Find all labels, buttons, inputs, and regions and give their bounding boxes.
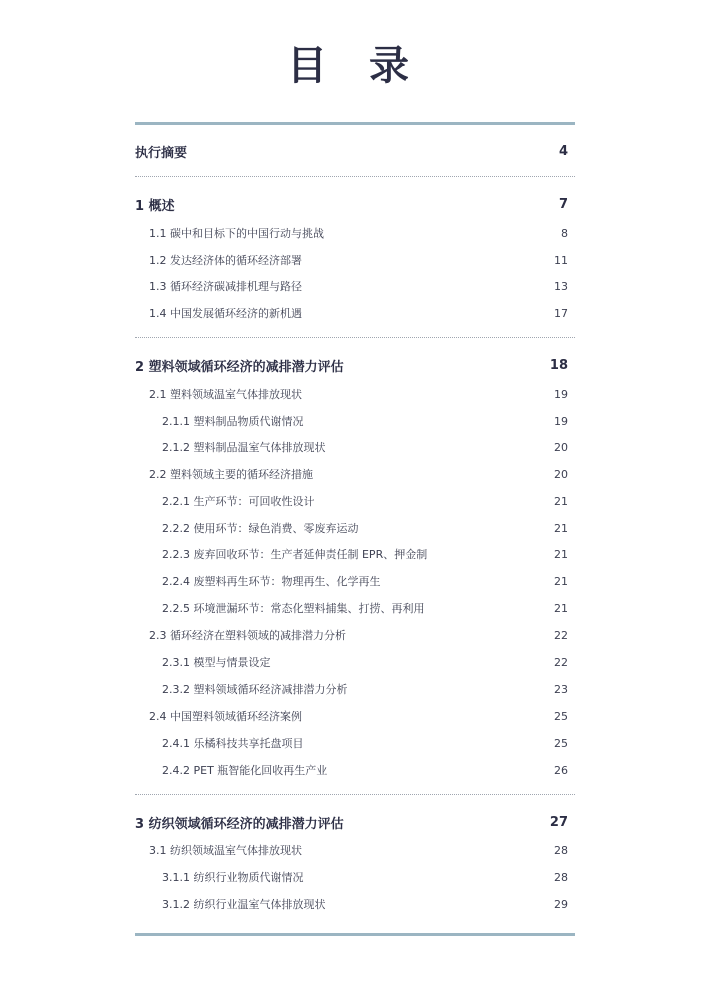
toc-entry[interactable] <box>135 706 575 726</box>
toc-entry-title: 2.3 循环经济在塑料领域的减排潜力分析 <box>149 629 346 642</box>
toc-entry-page: 26 <box>554 763 568 777</box>
toc-entry-title: 2.4.2 PET 瓶智能化回收再生产业 <box>162 764 328 777</box>
toc-entry-title: 1.3 循环经济碳减排机理与路径 <box>149 280 302 293</box>
toc-entry-title: 2.2.5 环境泄漏环节：常态化塑料捕集、打捞、再利用 <box>162 602 425 615</box>
toc-entry-page: 21 <box>554 601 568 615</box>
toc-entry-page: 20 <box>554 440 568 454</box>
toc-entry-title: 1.1 碳中和目标下的中国行动与挑战 <box>149 227 324 240</box>
section-divider <box>135 176 575 177</box>
toc-entry[interactable] <box>135 464 575 484</box>
toc-entry-page: 22 <box>554 655 568 669</box>
toc-entry[interactable] <box>135 491 575 511</box>
toc-entry-page: 7 <box>558 196 568 212</box>
toc-entry-title: 3 纺织领域循环经济的减排潜力评估 <box>135 816 344 832</box>
toc-entry[interactable] <box>135 194 575 214</box>
toc-entry-title: 2.2 塑料领域主要的循环经济措施 <box>149 468 313 481</box>
top-rule <box>135 122 575 125</box>
toc-entry-page: 27 <box>549 814 568 830</box>
toc-entry[interactable] <box>135 250 575 270</box>
toc-entry-page: 21 <box>554 547 568 561</box>
toc-entry-page: 25 <box>554 709 568 723</box>
section-divider <box>135 794 575 795</box>
toc-entry-page: 29 <box>554 897 568 911</box>
toc-entry-page: 18 <box>549 357 568 373</box>
toc-entry-title: 执行摘要 <box>135 145 188 161</box>
toc-entry[interactable] <box>135 840 575 860</box>
toc-entry-title: 2.1 塑料领域温室气体排放现状 <box>149 388 302 401</box>
toc-entry-page: 4 <box>558 143 568 159</box>
toc-entry[interactable] <box>135 679 575 699</box>
toc-entry[interactable] <box>135 223 575 243</box>
toc-entry[interactable] <box>135 812 575 832</box>
toc-entry[interactable] <box>135 518 575 538</box>
toc-entry-title: 3.1.1 纺织行业物质代谢情况 <box>162 871 304 884</box>
toc-entry-page: 25 <box>554 736 568 750</box>
bottom-rule <box>135 933 575 936</box>
toc-entry-title: 2.2.4 废塑料再生环节：物理再生、化学再生 <box>162 575 381 588</box>
toc-entry[interactable] <box>135 625 575 645</box>
toc-entry-page: 21 <box>554 574 568 588</box>
toc-entry-page: 23 <box>554 682 568 696</box>
toc-entry-title: 2.1.2 塑料制品温室气体排放现状 <box>162 441 326 454</box>
toc-entry-title: 3.1.2 纺织行业温室气体排放现状 <box>162 898 326 911</box>
toc-entry-page: 28 <box>554 870 568 884</box>
section-divider <box>135 337 575 338</box>
toc-entry-title: 2.2.3 废弃回收环节：生产者延伸责任制 EPR、押金制 <box>162 548 428 561</box>
toc-entry-page: 13 <box>554 279 568 293</box>
toc-entry[interactable] <box>135 303 575 323</box>
toc-entry-title: 1.2 发达经济体的循环经济部署 <box>149 254 302 267</box>
toc-entry-page: 22 <box>554 628 568 642</box>
toc-entry[interactable] <box>135 141 575 161</box>
toc-entry[interactable] <box>135 411 575 431</box>
toc-entry-page: 19 <box>554 387 568 401</box>
toc-entry[interactable] <box>135 384 575 404</box>
toc-entry-page: 19 <box>554 414 568 428</box>
page-title: 目 录 <box>287 43 423 89</box>
toc-entry-title: 2.2.1 生产环节：可回收性设计 <box>162 495 315 508</box>
toc-entry[interactable] <box>135 867 575 887</box>
toc-entry-title: 2.4.1 乐橘科技共享托盘项目 <box>162 737 304 750</box>
toc-entry-title: 2 塑料领域循环经济的减排潜力评估 <box>135 359 344 375</box>
toc-entry-page: 8 <box>561 226 568 240</box>
toc-entry-page: 21 <box>554 521 568 535</box>
toc-entry-title: 2.3.1 模型与情景设定 <box>162 656 271 669</box>
toc-entry[interactable] <box>135 733 575 753</box>
toc-entry-title: 1.4 中国发展循环经济的新机遇 <box>149 307 302 320</box>
toc-entry-title: 2.1.1 塑料制品物质代谢情况 <box>162 415 304 428</box>
toc-entry-page: 17 <box>554 306 568 320</box>
toc-entry[interactable] <box>135 760 575 780</box>
toc-entry[interactable] <box>135 437 575 457</box>
toc-entry-title: 2.2.2 使用环节：绿色消费、零废弃运动 <box>162 522 359 535</box>
toc-entry-page: 28 <box>554 843 568 857</box>
toc-entry[interactable] <box>135 652 575 672</box>
toc-entry[interactable] <box>135 598 575 618</box>
toc-entry-page: 20 <box>554 467 568 481</box>
toc-entry[interactable] <box>135 355 575 375</box>
toc-entry[interactable] <box>135 544 575 564</box>
toc-entry-page: 11 <box>554 253 568 267</box>
toc-entry[interactable] <box>135 894 575 914</box>
toc-entry-title: 2.3.2 塑料领域循环经济减排潜力分析 <box>162 683 348 696</box>
toc-entry-title: 3.1 纺织领域温室气体排放现状 <box>149 844 302 857</box>
toc-entry[interactable] <box>135 276 575 296</box>
toc-entry-title: 1 概述 <box>135 198 175 214</box>
toc-entry[interactable] <box>135 571 575 591</box>
toc-entry-page: 21 <box>554 494 568 508</box>
toc-entry-title: 2.4 中国塑料领域循环经济案例 <box>149 710 302 723</box>
